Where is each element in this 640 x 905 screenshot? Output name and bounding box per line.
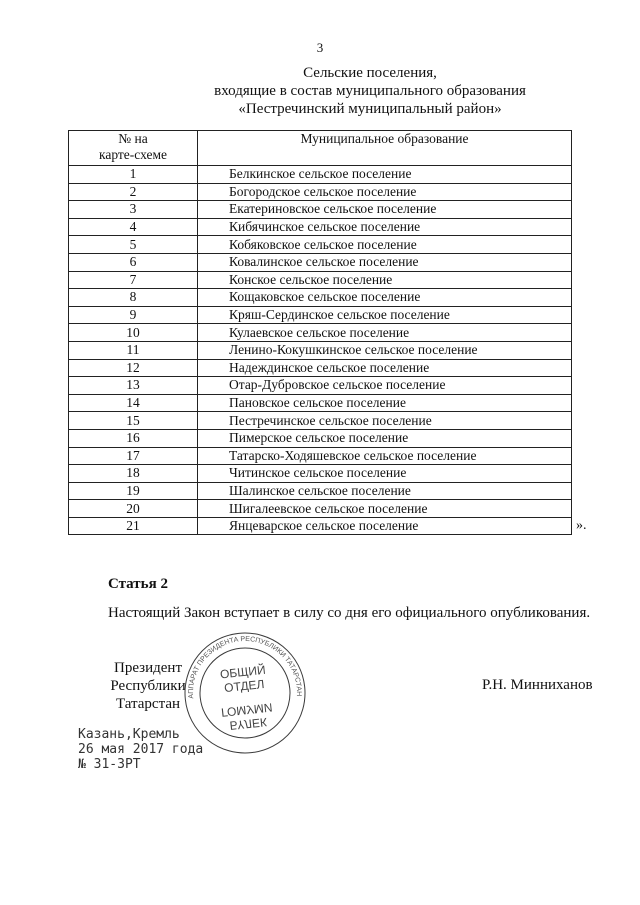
table-row	[69, 201, 572, 219]
table-row	[69, 377, 572, 395]
row-map-number: 10	[69, 324, 198, 342]
page-number: 3	[316, 40, 324, 55]
row-municipality-name: Читинское сельское поселение	[198, 465, 572, 483]
row-municipality-name: Конское сельское поселение	[198, 271, 572, 289]
header-municipality: Муниципальное образование	[198, 131, 572, 166]
stamp-line-4: БҮЛЕК	[228, 714, 268, 733]
document-heading	[120, 64, 620, 118]
signatory-title-line-1: Президент	[114, 660, 182, 676]
table-row	[69, 394, 572, 412]
table-row	[69, 429, 572, 447]
table-row	[69, 517, 572, 535]
row-map-number: 14	[69, 394, 198, 412]
row-map-number: 19	[69, 482, 198, 500]
row-map-number: 9	[69, 306, 198, 324]
row-municipality-name: Ковалинское сельское поселение	[198, 253, 572, 271]
row-map-number: 6	[69, 253, 198, 271]
settlements-table	[68, 130, 572, 535]
table-row	[69, 465, 572, 483]
stamp-line-3: ГОМУМИ	[220, 700, 274, 720]
row-map-number: 1	[69, 166, 198, 184]
table-row	[69, 324, 572, 342]
table-row	[69, 218, 572, 236]
row-map-number: 21	[69, 517, 198, 535]
table-row	[69, 166, 572, 184]
row-municipality-name: Пановское сельское поселение	[198, 394, 572, 412]
table-row	[69, 359, 572, 377]
table-row	[69, 482, 572, 500]
row-map-number: 3	[69, 201, 198, 219]
law-number: № 31-ЗРТ	[78, 757, 141, 772]
row-municipality-name: Белкинское сельское поселение	[198, 166, 572, 184]
closing-quote: ».	[576, 518, 587, 533]
header-map-number: № на карте-схеме	[69, 131, 198, 166]
row-municipality-name: Ленино-Кокушкинское сельское поселение	[198, 341, 572, 359]
row-municipality-name: Кощаковское сельское поселение	[198, 289, 572, 307]
place-and-date	[78, 727, 203, 772]
table-row	[69, 306, 572, 324]
heading-line-3: «Пестречинский муниципальный район»	[238, 101, 502, 117]
row-map-number: 20	[69, 500, 198, 518]
signatory-name: Р.Н. Минниханов	[482, 677, 593, 693]
date: 26 мая 2017 года	[78, 742, 204, 757]
row-map-number: 11	[69, 341, 198, 359]
row-map-number: 15	[69, 412, 198, 430]
row-municipality-name: Пестречинское сельское поселение	[198, 412, 572, 430]
stamp-ring-text: АППАРАТ ПРЕЗИДЕНТА РЕСПУБЛИКИ ТАТАРСТАН	[187, 635, 303, 699]
row-municipality-name: Татарско-Ходяшевское сельское поселение	[198, 447, 572, 465]
row-municipality-name: Кулаевское сельское поселение	[198, 324, 572, 342]
table-row	[69, 271, 572, 289]
row-municipality-name: Кибячинское сельское поселение	[198, 218, 572, 236]
table-row	[69, 253, 572, 271]
row-map-number: 16	[69, 429, 198, 447]
row-municipality-name: Пимерское сельское поселение	[198, 429, 572, 447]
table-row	[69, 183, 572, 201]
row-map-number: 12	[69, 359, 198, 377]
table-header-row	[69, 131, 572, 166]
row-municipality-name: Богородское сельское поселение	[198, 183, 572, 201]
row-map-number: 7	[69, 271, 198, 289]
article-body: Настоящий Закон вступает в силу со дня его официального опубликования.	[108, 605, 591, 621]
row-map-number: 18	[69, 465, 198, 483]
row-municipality-name: Отар-Дубровское сельское поселение	[198, 377, 572, 395]
row-municipality-name: Янцеварское сельское поселение	[198, 517, 572, 535]
row-municipality-name: Шалинское сельское поселение	[198, 482, 572, 500]
heading-line-2: входящие в состав муниципального образования	[214, 83, 526, 99]
row-map-number: 2	[69, 183, 198, 201]
table-row	[69, 341, 572, 359]
place: Казань,Кремль	[78, 727, 180, 742]
article-title: Статья 2	[108, 576, 168, 592]
row-municipality-name: Екатериновское сельское поселение	[198, 201, 572, 219]
stamp-line-2: ОТДЕЛ	[223, 676, 266, 696]
row-municipality-name: Кряш-Сердинское сельское поселение	[198, 306, 572, 324]
table-row	[69, 412, 572, 430]
row-municipality-name: Надеждинское сельское поселение	[198, 359, 572, 377]
row-municipality-name: Шигалеевское сельское поселение	[198, 500, 572, 518]
heading-line-1: Сельские поселения,	[303, 65, 437, 81]
row-map-number: 17	[69, 447, 198, 465]
table-row	[69, 236, 572, 254]
row-map-number: 4	[69, 218, 198, 236]
table-row	[69, 447, 572, 465]
table-body	[69, 166, 572, 535]
table-row	[69, 500, 572, 518]
row-map-number: 8	[69, 289, 198, 307]
table-row	[69, 289, 572, 307]
signatory-title-line-2: Республики Татарстан	[110, 678, 186, 712]
stamp-line-1: ОБЩИЙ	[219, 662, 267, 682]
row-map-number: 5	[69, 236, 198, 254]
row-map-number: 13	[69, 377, 198, 395]
row-municipality-name: Кобяковское сельское поселение	[198, 236, 572, 254]
